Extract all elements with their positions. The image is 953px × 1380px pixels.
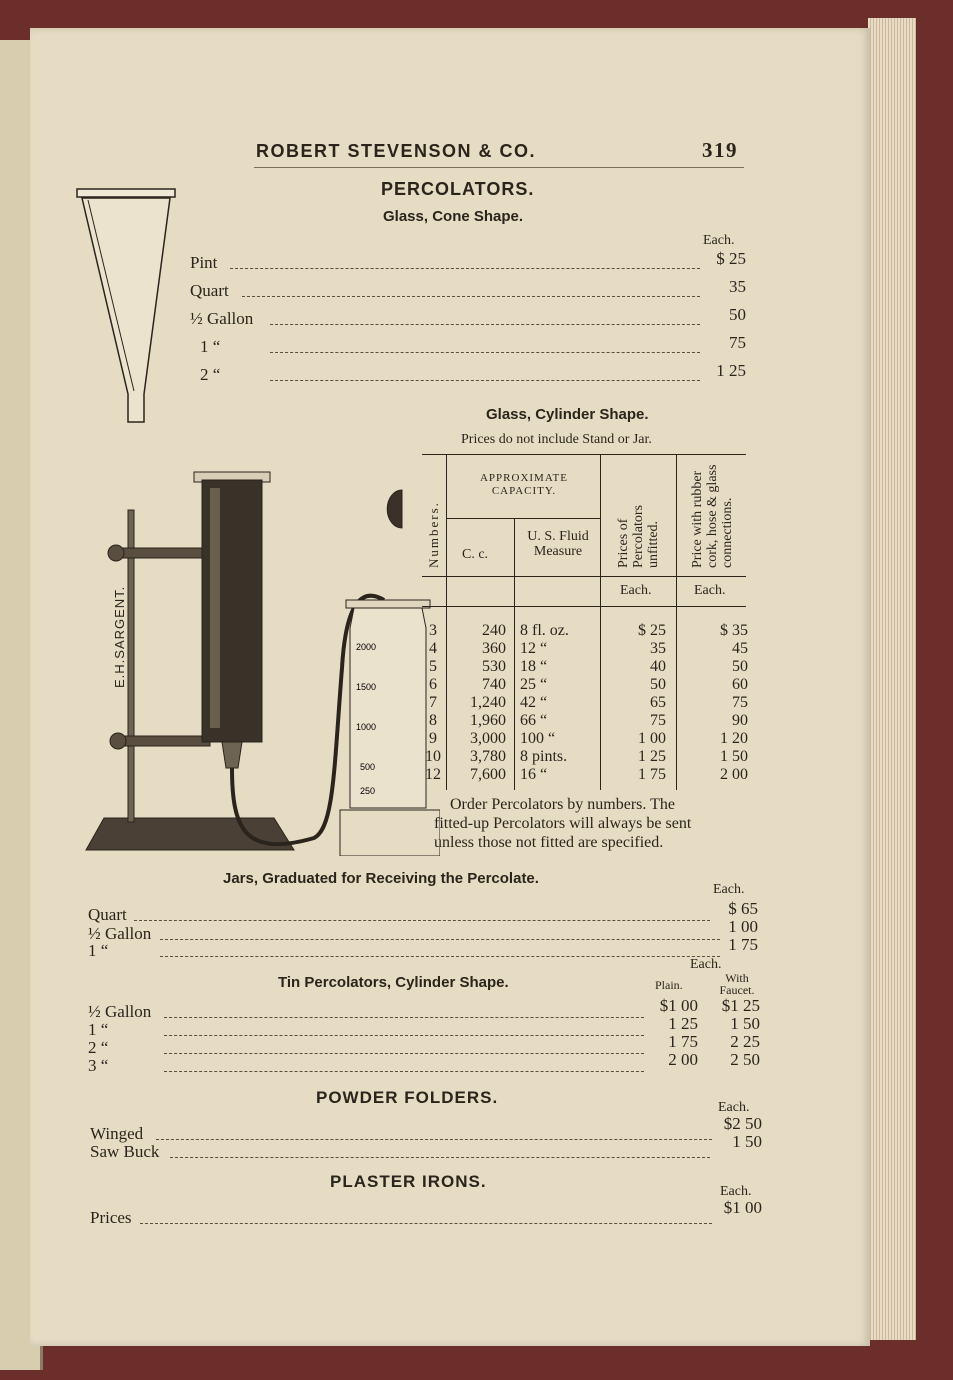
cone-item-size: Quart	[190, 281, 229, 300]
tin-item-plain: 1 75	[668, 1032, 698, 1051]
powder-item-price: $2 50	[723, 1114, 762, 1133]
running-header: ROBERT STEVENSON & CO.	[256, 141, 537, 161]
cell-fluid: 18 “	[520, 658, 548, 675]
leader-dots	[164, 1053, 644, 1054]
cell-cc: 360	[482, 640, 506, 657]
cell-unfitted: 40	[650, 658, 666, 675]
leader-dots	[270, 380, 700, 381]
cell-unfitted: 1 00	[638, 730, 666, 747]
order-note-line: unless those not fitted are specified.	[434, 834, 664, 851]
leader-dots	[242, 296, 700, 297]
cell-fluid: 8 pints.	[520, 748, 568, 765]
powder-item-price: 1 50	[732, 1132, 762, 1151]
cell-fluid: 42 “	[520, 694, 548, 711]
cell-fluid: 100 “	[520, 730, 556, 747]
cell-fluid: 12 “	[520, 640, 548, 657]
cone-subtitle: Glass, Cone Shape.	[383, 208, 524, 225]
leader-dots	[270, 352, 700, 353]
jar-mark: 500	[360, 762, 376, 772]
col-each: Each.	[694, 583, 726, 598]
tin-item-size: 3 “	[88, 1056, 109, 1075]
percolators-title: PERCOLATORS.	[381, 179, 535, 199]
tin-title: Tin Percolators, Cylinder Shape.	[278, 974, 509, 991]
jar-item-size: ½ Gallon	[88, 924, 152, 943]
cell-number: 12	[425, 766, 441, 783]
leader-dots	[164, 1035, 644, 1036]
tin-item-plain: 1 25	[668, 1014, 698, 1033]
cell-fitted: 1 50	[720, 748, 748, 765]
page-edges	[868, 18, 916, 1340]
cell-unfitted: 1 25	[638, 748, 666, 765]
col-each: Each.	[620, 583, 652, 598]
jar-mark: 1000	[356, 722, 377, 732]
cell-cc: 7,600	[470, 766, 506, 783]
cell-cc: 1,240	[470, 694, 506, 711]
tin-item-plain: 2 00	[668, 1050, 698, 1069]
powder-item-name: Saw Buck	[90, 1142, 160, 1161]
cell-fluid: 16 “	[520, 766, 548, 783]
jar-item-price: 1 75	[728, 935, 758, 954]
leader-dots	[160, 939, 720, 940]
cone-item-size: Pint	[190, 253, 218, 272]
order-note-line: Order Percolators by numbers. The	[450, 796, 675, 813]
cone-item-price: 50	[729, 305, 746, 324]
cell-fluid: 25 “	[520, 676, 548, 693]
col-fluid: U. S. Fluid Measure	[527, 529, 589, 559]
cell-fitted: 50	[732, 658, 748, 675]
cone-item-price: 1 25	[716, 361, 746, 380]
table-rule-each	[422, 606, 746, 607]
tin-faucet-label: With Faucet.	[719, 971, 755, 997]
jar-item-size: Quart	[88, 905, 127, 924]
jars-each-label: Each.	[713, 882, 745, 897]
cell-unfitted: 1 75	[638, 766, 666, 783]
col-unfitted: Prices of Percolators unfitted.	[616, 505, 661, 568]
cone-item-size: ½ Gallon	[190, 309, 254, 328]
col-capacity: APPROXIMATE CAPACITY.	[479, 472, 568, 497]
stand-label: E.H.SARGENT.	[112, 585, 127, 688]
jar-item-size: 1 “	[88, 941, 109, 960]
cell-fitted: 2 00	[720, 766, 748, 783]
cell-unfitted: 35	[650, 640, 666, 657]
tin-item-size: 1 “	[88, 1020, 109, 1039]
header-rule	[254, 167, 744, 168]
leader-dots	[270, 324, 700, 325]
cell-fitted: 45	[732, 640, 748, 657]
table-col-line	[514, 518, 515, 790]
catalog-page	[30, 28, 870, 1346]
plaster-item-price: $1 00	[723, 1198, 762, 1217]
cell-unfitted: $ 25	[638, 622, 666, 639]
plaster-item-name: Prices	[90, 1208, 132, 1227]
col-cc: C. c.	[462, 547, 489, 562]
table-col-line	[600, 454, 601, 790]
jar-item-price: $ 65	[728, 899, 758, 918]
jar-item-price: 1 00	[728, 917, 758, 936]
leader-dots	[140, 1223, 712, 1224]
powder-title: POWDER FOLDERS.	[316, 1088, 499, 1107]
cell-cc: 1,960	[470, 712, 506, 729]
cone-item-size: 2 “	[200, 365, 221, 384]
table-col-line	[446, 454, 447, 790]
cell-cc: 3,000	[470, 730, 506, 747]
cone-item-size: 1 “	[200, 337, 221, 356]
cone-each-label: Each.	[703, 233, 735, 248]
cell-number: 8	[429, 712, 437, 729]
powder-item-name: Winged	[90, 1124, 144, 1143]
col-numbers: Numbers.	[426, 501, 441, 568]
tin-item-faucet: 2 50	[730, 1050, 760, 1069]
cone-item-price: $ 25	[716, 249, 746, 268]
col-fitted: Price with rubber cork, hose & glass connections.	[690, 464, 735, 568]
cone-percolator-illustration	[74, 186, 180, 432]
cell-fitted: $ 35	[720, 622, 748, 639]
jar-mark: 250	[360, 786, 376, 796]
cell-number: 6	[429, 676, 437, 693]
cell-number: 5	[429, 658, 437, 675]
cell-unfitted: 75	[650, 712, 666, 729]
plaster-each-label: Each.	[720, 1184, 752, 1199]
tin-item-size: ½ Gallon	[88, 1002, 152, 1021]
cylinder-percolator-illustration	[84, 438, 440, 856]
cell-number: 3	[429, 622, 437, 639]
cell-unfitted: 65	[650, 694, 666, 711]
tin-item-faucet: $1 25	[721, 996, 760, 1015]
cylinder-note: Prices do not include Stand or Jar.	[461, 432, 652, 447]
cell-number: 10	[425, 748, 441, 765]
cell-fitted: 1 20	[720, 730, 748, 747]
powder-each-label: Each.	[718, 1100, 750, 1115]
cell-fitted: 75	[732, 694, 748, 711]
cell-cc: 530	[482, 658, 506, 675]
tin-each-label: Each.	[690, 957, 722, 972]
leader-dots	[134, 920, 710, 921]
cylinder-subtitle: Glass, Cylinder Shape.	[486, 406, 649, 423]
jar-mark: 1500	[356, 682, 377, 692]
cone-item-price: 75	[729, 333, 746, 352]
cell-fitted: 90	[732, 712, 748, 729]
leader-dots	[170, 1157, 710, 1158]
page-number: 319	[702, 138, 738, 162]
tin-item-plain: $1 00	[659, 996, 698, 1015]
cell-fitted: 60	[732, 676, 748, 693]
table-rule-header	[422, 576, 746, 577]
cell-number: 7	[429, 694, 437, 711]
table-col-line	[676, 454, 677, 790]
leader-dots	[160, 956, 720, 957]
tin-item-size: 2 “	[88, 1038, 109, 1057]
jar-mark: 2000	[356, 642, 377, 652]
order-note	[434, 795, 691, 852]
order-note-line: fitted-up Percolators will always be sent	[434, 815, 692, 832]
leader-dots	[164, 1071, 644, 1072]
cell-cc: 3,780	[470, 748, 506, 765]
jars-title: Jars, Graduated for Receiving the Percolate.	[223, 870, 539, 887]
tin-plain-label: Plain.	[655, 978, 683, 992]
leader-dots	[164, 1017, 644, 1018]
cell-fluid: 8 fl. oz.	[520, 622, 569, 639]
cell-fluid: 66 “	[520, 712, 548, 729]
leader-dots	[156, 1139, 712, 1140]
cell-unfitted: 50	[650, 676, 666, 693]
tin-item-faucet: 1 50	[730, 1014, 760, 1033]
cone-item-price: 35	[729, 277, 746, 296]
cell-cc: 240	[482, 622, 506, 639]
plaster-title: PLASTER IRONS.	[330, 1172, 487, 1191]
cell-cc: 740	[482, 676, 506, 693]
cell-number: 4	[429, 640, 437, 657]
table-rule-top	[422, 454, 746, 455]
cell-number: 9	[429, 730, 437, 747]
tin-item-faucet: 2 25	[730, 1032, 760, 1051]
leader-dots	[230, 268, 700, 269]
table-rule-capacity	[446, 518, 600, 519]
